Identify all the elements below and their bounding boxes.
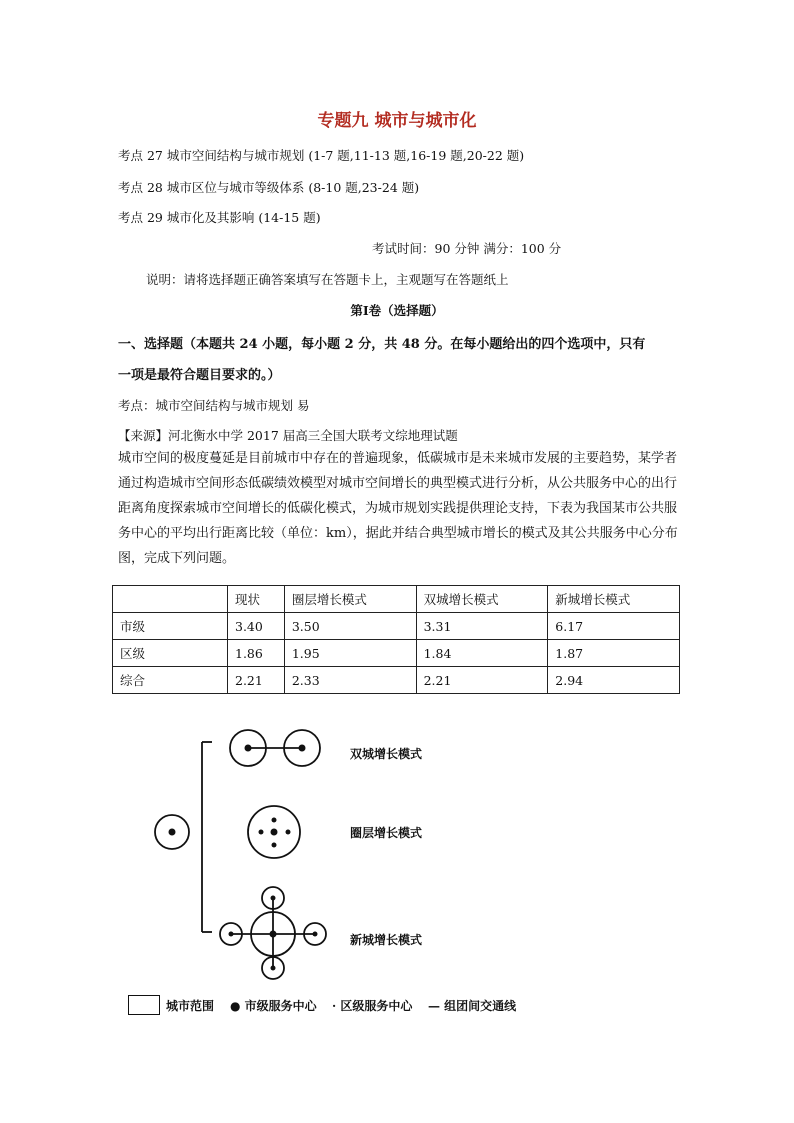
table-cell: 市级 xyxy=(113,613,228,640)
table-cell: 6.17 xyxy=(548,613,680,640)
legend-city-center: ● 市级服务中心 xyxy=(230,999,317,1013)
distance-table xyxy=(112,585,680,694)
district-center-dot xyxy=(229,932,234,937)
table-row xyxy=(113,613,680,640)
instruction: 说明：请将选择题正确答案填写在答题卡上，主观题写在答题纸上 xyxy=(146,272,509,287)
table-cell: 2.94 xyxy=(548,667,680,694)
section-heading-line1: 一、选择题（本题共 24 小题，每小题 2 分，共 48 分。在每小题给出的四个选项中，只有 xyxy=(118,337,646,352)
district-center-dot xyxy=(286,830,291,835)
table-cell: 区级 xyxy=(113,640,228,667)
exam-point-29: 考点 29 城市化及其影响 (14-15 题) xyxy=(118,210,321,225)
city-center-dot xyxy=(169,829,176,836)
table-cell: 2.21 xyxy=(228,667,285,694)
question-source: 【来源】河北衡水中学 2017 届高三全国大联考文综地理试题 xyxy=(118,428,458,443)
city-range-swatch xyxy=(128,995,160,1015)
table-row xyxy=(113,640,680,667)
table-cell: 1.84 xyxy=(416,640,548,667)
table-cell: 3.31 xyxy=(416,613,548,640)
table-cell: 1.86 xyxy=(228,640,285,667)
topic-difficulty: 考点：城市空间结构与城市规划 易 xyxy=(118,398,310,413)
table-cell: 综合 xyxy=(113,667,228,694)
district-center-dot xyxy=(259,830,264,835)
district-center-dot xyxy=(272,818,277,823)
district-center-dot xyxy=(271,966,276,971)
city-center-dot xyxy=(245,745,252,752)
table-cell: 3.50 xyxy=(284,613,416,640)
page-title: 专题九 城市与城市化 xyxy=(317,111,477,131)
table-header-cell xyxy=(113,586,228,613)
label-new-city: 新城增长模式 xyxy=(350,933,423,947)
growth-pattern-diagram xyxy=(120,720,560,990)
volume-title: 第Ⅰ卷（选择题） xyxy=(350,303,444,318)
legend-city-range: 城市范围 xyxy=(166,999,215,1013)
table-cell: 1.87 xyxy=(548,640,680,667)
exam-point-28: 考点 28 城市区位与城市等级体系 (8-10 题,23-24 题) xyxy=(118,180,420,195)
district-center-dot xyxy=(271,896,276,901)
table-header-cell: 双城增长模式 xyxy=(416,586,548,613)
legend-district-center: · 区级服务中心 xyxy=(332,999,413,1013)
city-center-dot xyxy=(299,745,306,752)
table-header-cell: 新城增长模式 xyxy=(548,586,680,613)
city-center-dot xyxy=(271,829,278,836)
city-center-dot xyxy=(270,931,277,938)
exam-info: 考试时间：90 分钟 满分：100 分 xyxy=(372,241,562,256)
table-row xyxy=(113,667,680,694)
table-cell: 1.95 xyxy=(284,640,416,667)
label-ring: 圈层增长模式 xyxy=(350,826,423,840)
section-heading-line2: 一项是最符合题目要求的。） xyxy=(118,368,281,383)
table-header-cell: 现状 xyxy=(228,586,285,613)
table-header-row xyxy=(113,586,680,613)
district-center-dot xyxy=(272,843,277,848)
question-paragraph: 城市空间的极度蔓延是目前城市中存在的普遍现象，低碳城市是未来城市发展的主要趋势，某学者通过构造城市空间形态低碳绩效模型对城市空间增长的典型模式进行分析，从公共服务中心的出行距离角度探索城市空间增长的低碳化模式，为城市规划实践提供理论支持，下表为我国某市公共服务中心的平均出行距离比较（单位：km），据此并结合典型城市增长的模式及其公共服务中心分布图，完成下列问题。 xyxy=(118,451,678,566)
label-double-city: 双城增长模式 xyxy=(350,747,423,761)
district-center-dot xyxy=(313,932,318,937)
table-header-cell: 圈层增长模式 xyxy=(284,586,416,613)
exam-point-27: 考点 27 城市空间结构与城市规划 (1-7 题,11-13 题,16-19 题,20-22 题) xyxy=(118,148,525,163)
table-cell: 3.40 xyxy=(228,613,285,640)
legend-traffic-line: — 组团间交通线 xyxy=(428,999,517,1013)
table-cell: 2.33 xyxy=(284,667,416,694)
table-cell: 2.21 xyxy=(416,667,548,694)
